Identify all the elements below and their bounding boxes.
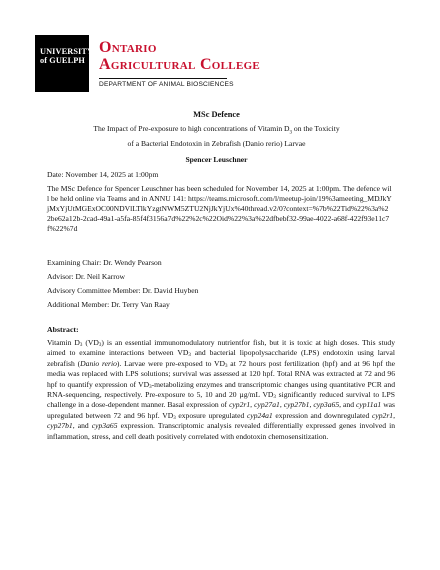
- defence-date: Date: November 14, 2025 at 1:00pm: [47, 170, 159, 179]
- announcement-paragraph: The MSc Defence for Spencer Leuschner has been scheduled for November 14, 2025 at 1:00pm. The defence will be held online via Teams and in ANNU 141: https://teams.microsoft.com/l/meetup-join/19%3ameeting_MDJkYjMxYjUtMGExOC00NDVlLTlkYzgtNWM5ZTU2NjJkYjUx%40thread.v2/0?context=%7b%22Tid%22%3a%22be62a12b-2cad-49a1-a5fa-85f4f3156a7d%22%2c%22Oid%22%3a%22dfbebf32-99ae-4022-a68f-422f93e11c7f%22%7d: [47, 184, 392, 233]
- additional-member: Additional Member: Dr. Terry Van Raay: [47, 300, 170, 309]
- thesis-title: [60, 124, 373, 149]
- thesis-subscript: 3: [289, 130, 292, 136]
- committee-member: Advisory Committee Member: Dr. David Huyben: [47, 286, 199, 295]
- abstract-body: Vitamin $D_3$ $(VD_3)$ is an essential immunomodulatory nutrientfor fish, but it is toxic at high doses. This study aimed to examine interactions between $VD_3$ and bacterial lipopolysaccharide (LPS) endotoxin using larval zebrafish (Danio rerio). Larvae were pre-exposed to $VD_3$ at 72 hours post fertilization (hpf) and at 96 hpf the media was replaced with LPS solutions; survival was assessed at 120 hpf. Total RNA was extracted at 72 and 96 hpf to quantify expression of $VD_3$-metabolizing enzymes and transcriptomic changes using quantitative PCR and RNA-sequencing, respectively. Pre-exposure to 5, 10 and 20 µg/mL $VD_3$ significantly reduced survival to LPS challenge in a dose-dependent manner. Basal expression of cyp2r1, cyp27a1, cyp27b1, cyp3a65, and cyp11a1 was upregulated between 72 and 96 hpf. $VD_3$ exposure upregulated cyp24a1 expression and downregulated cyp2r1, cyp27b1, and cyp3a65 expression. Transcriptomic analysis revealed differentially expressed genes involved in inflammation, stress, and cell death positively correlated with endotoxin chemosensitization.: [47, 338, 396, 441]
- examining-chair: Examining Chair: Dr. Wendy Pearson: [47, 258, 162, 267]
- page-title: MSc Defence: [193, 110, 240, 119]
- advisor: Advisor: Dr. Neil Karrow: [47, 272, 126, 281]
- speaker-name: Spencer Leuschner: [185, 155, 248, 164]
- thesis-title-line1: The Impact of Pre-exposure to high concentrations of Vitamin D: [93, 124, 290, 133]
- college-name: [99, 39, 260, 73]
- header: [35, 35, 398, 92]
- thesis-title-line2: of a Bacterial Endotoxin in Zebrafish (Danio rerio) Larvae: [127, 138, 306, 148]
- thesis-title-line1-end: on the Toxicity: [292, 124, 340, 133]
- college-line2: Agricultural College: [99, 56, 261, 73]
- department-name: DEPARTMENT OF ANIMAL BIOSCIENCES: [99, 81, 234, 88]
- logo-line2: of GUELPH: [40, 56, 85, 65]
- college-line1: Ontario: [99, 39, 157, 56]
- department-rule: [99, 78, 227, 79]
- logo-line1: UNIVERSITY: [40, 47, 94, 56]
- abstract-heading: Abstract:: [47, 325, 79, 334]
- university-logo: [35, 35, 94, 92]
